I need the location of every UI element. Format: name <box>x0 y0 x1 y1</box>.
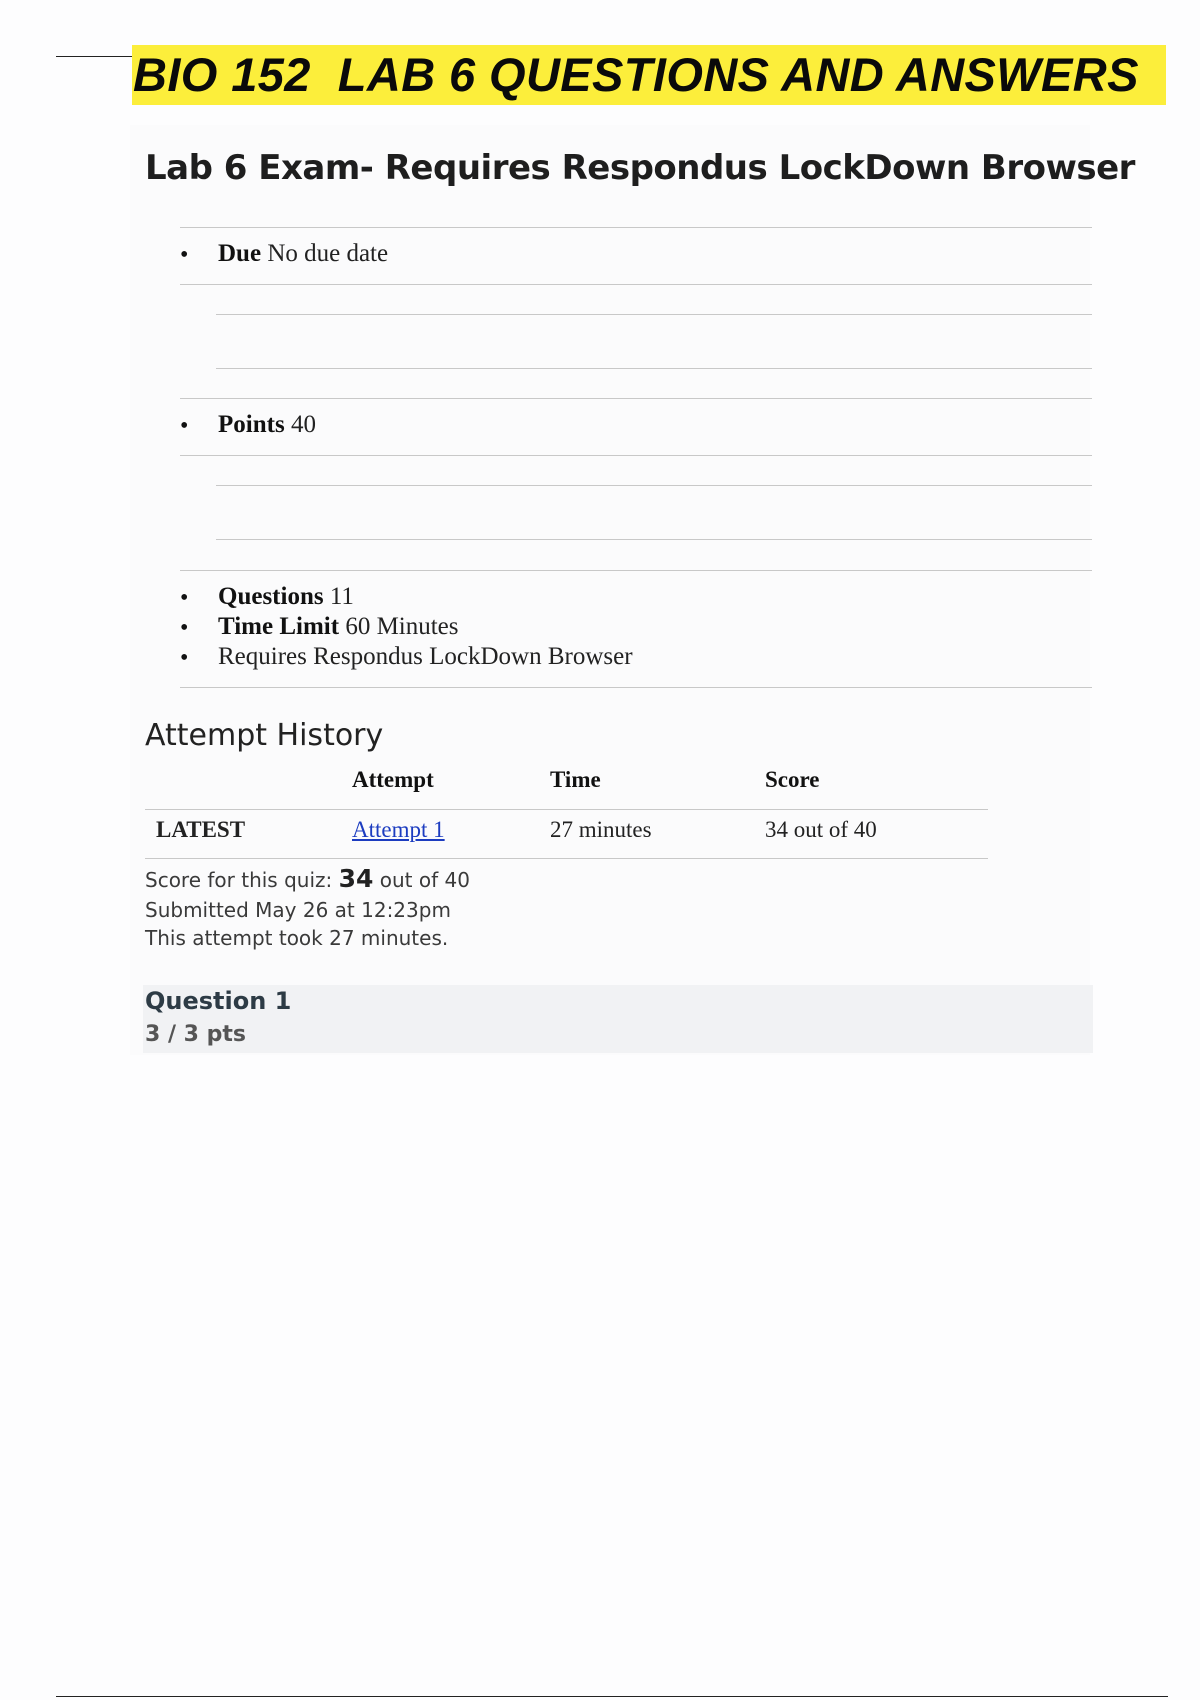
document-title: BIO 152 LAB 6 QUESTIONS AND ANSWERS <box>133 48 1139 101</box>
bullet: • <box>180 645 189 671</box>
due-label: Due <box>218 240 262 267</box>
bullet: • <box>180 615 189 641</box>
points-row <box>218 410 316 440</box>
attempt-duration: This attempt took 27 minutes. <box>145 926 449 950</box>
divider <box>180 284 1092 285</box>
bullet: • <box>180 585 189 611</box>
time-limit-row <box>218 612 459 642</box>
column-header-time: Time <box>550 767 601 792</box>
column-header-attempt: Attempt <box>352 767 434 792</box>
bottom-rule <box>56 1696 1168 1697</box>
time-limit-label: Time Limit <box>218 613 340 640</box>
time-limit-value: 60 Minutes <box>345 613 459 640</box>
submitted-time: Submitted May 26 at 12:23pm <box>145 898 451 922</box>
table-divider <box>145 809 988 810</box>
divider <box>216 314 1092 315</box>
score-suffix: out of 40 <box>373 868 470 892</box>
table-divider <box>145 858 988 859</box>
points-label: Points <box>218 411 285 438</box>
latest-tag: LATEST <box>156 817 246 842</box>
questions-label: Questions <box>218 583 324 610</box>
divider <box>216 539 1092 540</box>
questions-row <box>218 582 354 612</box>
requirement-row: Requires Respondus LockDown Browser <box>218 643 633 670</box>
question-points: 3 / 3 pts <box>145 1022 246 1047</box>
bullet: • <box>180 413 189 439</box>
due-row <box>218 239 388 269</box>
column-header-score: Score <box>765 767 820 792</box>
attempt-link[interactable]: Attempt 1 <box>352 817 445 842</box>
attempt-time: 27 minutes <box>550 817 652 842</box>
divider <box>216 368 1092 369</box>
question-title: Question 1 <box>145 987 292 1015</box>
score-label: Score for this quiz: <box>145 868 339 892</box>
due-value: No due date <box>267 240 389 267</box>
score-value: 34 <box>338 864 374 893</box>
divider <box>180 570 1092 571</box>
divider <box>180 455 1092 456</box>
attempt-history-title: Attempt History <box>145 718 384 753</box>
questions-value: 11 <box>329 583 354 610</box>
divider <box>180 687 1092 688</box>
divider <box>180 227 1092 228</box>
divider <box>216 485 1092 486</box>
top-rule <box>56 56 136 57</box>
attempt-score: 34 out of 40 <box>765 817 877 842</box>
exam-title: Lab 6 Exam- Requires Respondus LockDown Browser <box>145 148 1135 188</box>
bullet: • <box>180 242 189 268</box>
quiz-score <box>145 864 470 893</box>
divider <box>180 398 1092 399</box>
points-value: 40 <box>290 411 316 438</box>
